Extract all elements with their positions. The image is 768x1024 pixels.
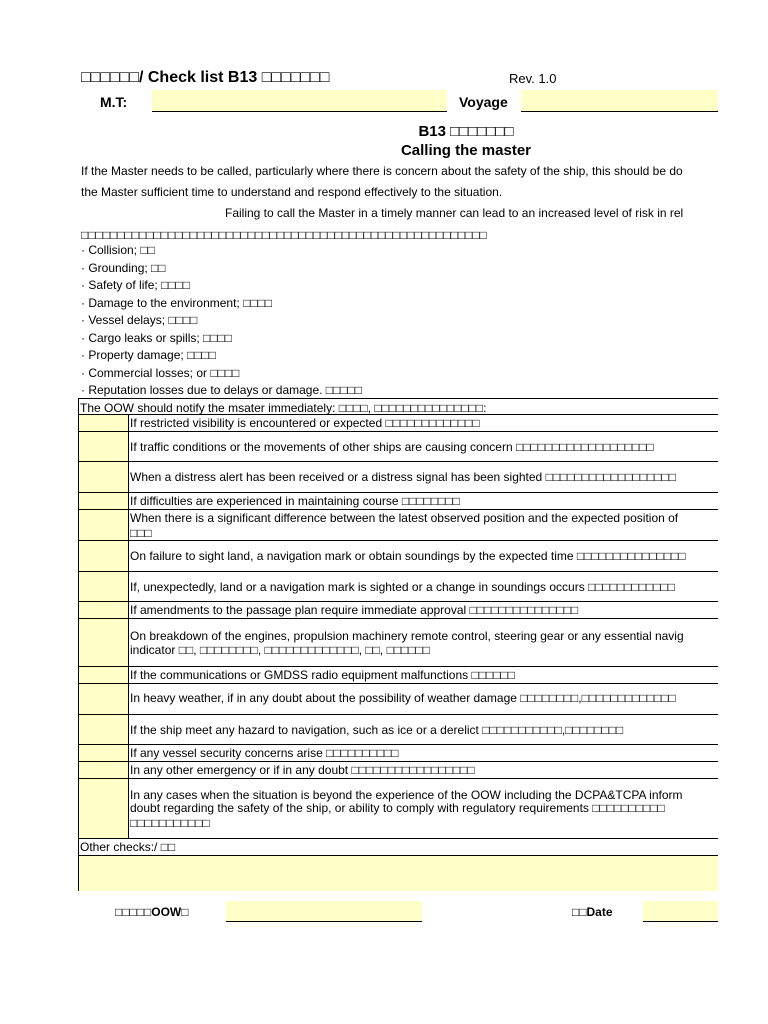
list-item: · Damage to the environment; □□□□	[81, 295, 273, 310]
row-text-cont: □□□□□□□□□□□	[130, 816, 210, 830]
check-cell[interactable]	[78, 510, 129, 541]
row-text: When a distress alert has been received or a distress signal has been sighted □□□□□□□□□□□□□□□□□□	[130, 470, 677, 484]
row-text: If amendments to the passage plan require immediate approval □□□□□□□□□□□□□□□	[130, 603, 579, 617]
table-row	[78, 571, 718, 602]
row-text: If restricted visibility is encountered or expected □□□□□□□□□□□□□	[130, 416, 480, 430]
table-left-border	[78, 398, 79, 891]
document-title: □□□□□□/ Check list B13 □□□□□□□	[81, 69, 330, 86]
table-row	[78, 744, 718, 762]
row-text: If difficulties are experienced in maintaining course □□□□□□□□	[130, 494, 460, 508]
list-item: · Grounding; □□	[81, 260, 166, 275]
table-row	[78, 618, 718, 667]
check-cell[interactable]	[78, 667, 129, 684]
row-text-cont: □□□	[130, 526, 152, 540]
table-row	[78, 666, 718, 684]
intro-line-1: If the Master needs to be called, particularly where there is concern about the safety of the ship, this should be do	[81, 164, 683, 178]
row-text: On breakdown of the engines, propulsion machinery remote control, steering gear or any essential navig	[130, 629, 684, 643]
row-text: If traffic conditions or the movements of other ships are causing concern □□□□□□□□□□□□□□□□□□□	[130, 440, 654, 454]
list-item: · Collision; □□	[81, 243, 155, 257]
table-row	[78, 414, 718, 432]
mt-label: M.T:	[100, 94, 128, 110]
check-cell[interactable]	[78, 572, 129, 602]
list-item: · Commercial losses; or □□□□	[81, 365, 240, 380]
row-text: In any cases when the situation is beyond the experience of the OOW including the DCPA&TCPA inform	[130, 788, 683, 802]
section-code: B13 □□□□□□□	[418, 123, 514, 140]
oow-signature-field[interactable]	[226, 901, 422, 922]
section-title: Calling the master	[400, 142, 532, 159]
check-cell[interactable]	[78, 602, 129, 619]
row-text: On failure to sight land, a navigation mark or obtain soundings by the expected time □□□□□□□□□□□□□□□	[130, 549, 686, 563]
voyage-label: Voyage	[459, 94, 508, 110]
date-field[interactable]	[643, 901, 718, 922]
row-text: If, unexpectedly, land or a navigation mark is sighted or a change in soundings occurs □□□□□□□□□□□□	[130, 580, 676, 594]
table-header-text: The OOW should notify the msater immediately: □□□□, □□□□□□□□□□□□□□□:	[80, 401, 487, 415]
row-text: In any other emergency or if in any doubt □□□□□□□□□□□□□□□□□	[130, 763, 475, 777]
check-cell[interactable]	[78, 684, 129, 715]
table-row	[78, 540, 718, 572]
table-row	[78, 461, 718, 493]
oow-signature-label: □□□□□OOW□	[115, 905, 189, 919]
checklist-table	[78, 398, 718, 891]
table-row	[78, 714, 718, 745]
table-row	[78, 761, 718, 779]
row-text-cont: doubt regarding the safety of the ship, or ability to comply with regulatory requirements □□□□□□□□□□	[130, 801, 665, 815]
row-text: If any vessel security concerns arise □□□□□□□□□□	[130, 746, 399, 760]
voyage-field[interactable]	[521, 90, 718, 112]
other-checks-label: Other checks:/ □□	[80, 840, 176, 854]
check-cell[interactable]	[78, 415, 129, 432]
table-row	[78, 492, 718, 510]
table-row	[78, 601, 718, 619]
check-cell[interactable]	[78, 432, 129, 462]
mt-field[interactable]	[152, 90, 447, 112]
list-item: · Vessel delays; □□□□	[81, 313, 198, 327]
row-text: In heavy weather, if in any doubt about the possibility of weather damage □□□□□□□□,□□□□□□□□□□□□□	[130, 691, 676, 705]
check-cell[interactable]	[78, 493, 129, 510]
table-row	[78, 778, 718, 839]
intro-line-2: the Master sufficient time to understand and respond effectively to the situation.	[81, 185, 503, 199]
row-text: When there is a significant difference between the latest observed position and the expected position of	[130, 511, 679, 525]
table-row	[78, 683, 718, 715]
row-text: If the communications or GMDSS radio equipment malfunctions □□□□□□	[130, 668, 515, 682]
list-item: · Property damage; □□□□	[81, 348, 217, 362]
list-item: · Safety of life; □□□□	[81, 278, 191, 292]
table-header-row	[78, 398, 718, 415]
check-cell[interactable]	[78, 762, 129, 779]
list-item: · Cargo leaks or spills; □□□□	[81, 330, 233, 345]
list-item: · Reputation losses due to delays or damage. □□□□□	[81, 383, 363, 397]
check-cell[interactable]	[78, 745, 129, 762]
check-cell[interactable]	[78, 779, 129, 839]
row-text: If the ship meet any hazard to navigation, such as ice or a derelict □□□□□□□□□□□,□□□□□□□□	[130, 723, 624, 737]
other-checks-field[interactable]	[78, 855, 718, 891]
intro-line-4: □□□□□□□□□□□□□□□□□□□□□□□□□□□□□□□□□□□□□□□□□□□□□□□□□□□□□□□□	[81, 228, 487, 242]
check-cell[interactable]	[78, 715, 129, 745]
check-cell[interactable]	[78, 541, 129, 572]
row-text-cont: indicator □□, □□□□□□□□, □□□□□□□□□□□□□, □□, □□□□□□	[130, 643, 431, 657]
date-label: □□Date	[572, 905, 613, 919]
check-cell[interactable]	[78, 462, 129, 493]
table-row	[78, 431, 718, 462]
other-checks-row	[78, 838, 718, 856]
revision-label: Rev. 1.0	[509, 71, 557, 86]
intro-line-3: Failing to call the Master in a timely manner can lead to an increased level of risk in rel	[225, 206, 684, 220]
risk-list	[81, 242, 362, 400]
check-cell[interactable]	[78, 619, 129, 667]
table-row	[78, 509, 718, 541]
